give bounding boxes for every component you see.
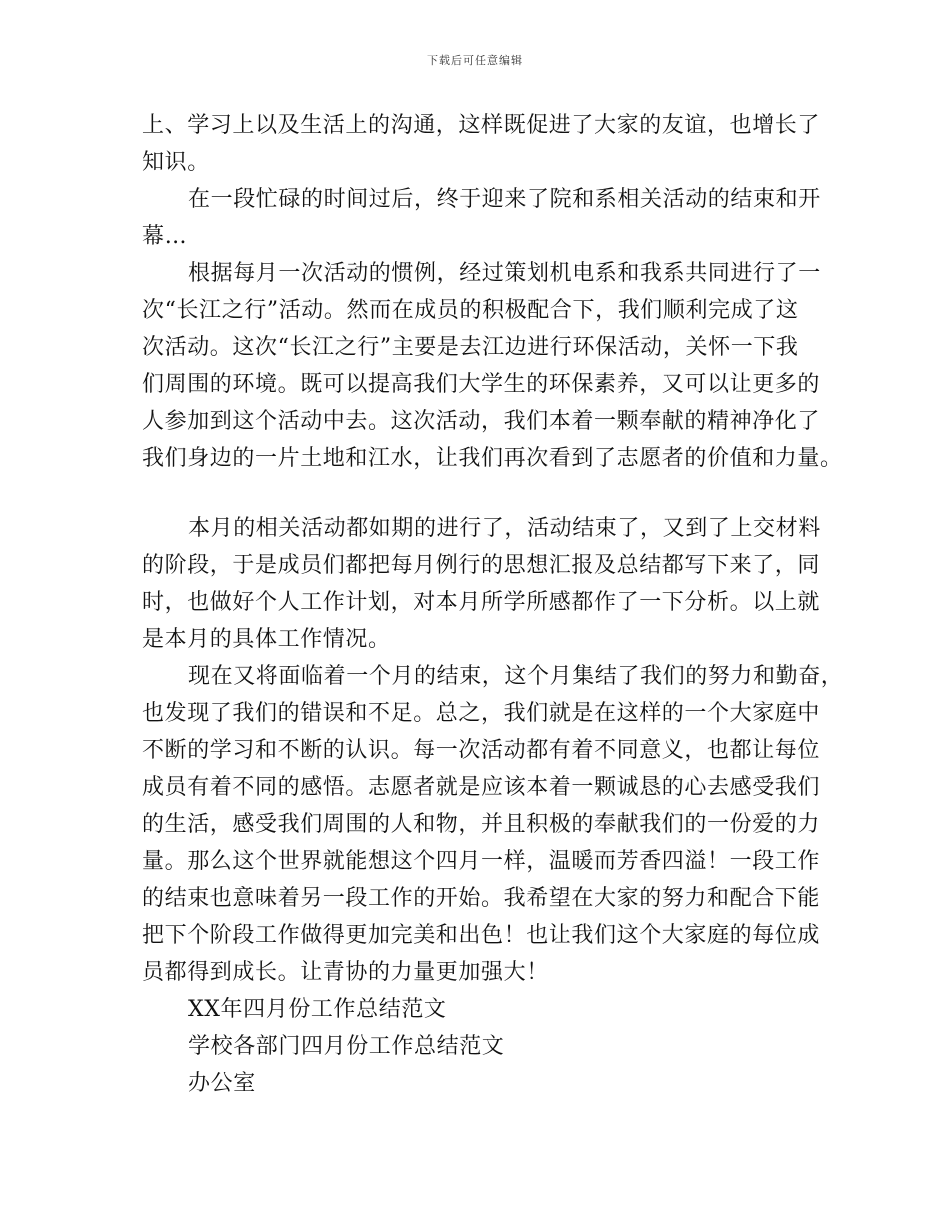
- text-line: 现在又将面临着一个月的结束，这个月集结了我们的努力和勤奋，: [188, 664, 844, 689]
- text-line: 是本月的具体工作情况。: [142, 627, 391, 652]
- text-line: 幕…: [142, 224, 188, 249]
- page-header: 下载后可任意编辑: [427, 54, 523, 67]
- text-line: 们周围的环境。既可以提高我们大学生的环保素养，又可以让更多的: [142, 372, 821, 397]
- text-line: 次“长江之行”活动。然而在成员的积极配合下，我们顺利完成了这: [142, 298, 799, 323]
- text-line: 次活动。这次“长江之行”主要是去江边进行环保活动，关怀一下我: [142, 335, 799, 360]
- text-line: 不断的学习和不断的认识。每一次活动都有着不同意义，也都让每位: [142, 738, 821, 763]
- text-line: 上、学习上以及生活上的沟通，这样既促进了大家的友谊，也增长了: [142, 113, 821, 138]
- text-line: 时，也做好个人工作计划，对本月所学所感都作了一下分析。以上就: [142, 590, 821, 615]
- text-line: 的结束也意味着另一段工作的开始。我希望在大家的努力和配合下能: [142, 886, 821, 911]
- text-line: 成员有着不同的感悟。志愿者就是应该本着一颗诚恳的心去感受我们: [142, 775, 821, 800]
- text-line: 根据每月一次活动的惯例，经过策划机电系和我系共同进行了一: [188, 261, 821, 286]
- text-line: 把下个阶段工作做得更加完美和出色！也让我们这个大家庭的每位成: [142, 923, 821, 948]
- text-line: 量。那么这个世界就能想这个四月一样，温暖而芳香四溢！一段工作: [142, 849, 821, 874]
- text-line: 员都得到成长。让青协的力量更加强大！: [142, 960, 549, 985]
- text-line: 办公室: [188, 1071, 256, 1096]
- text-line: 也发现了我们的错误和不足。总之，我们就是在这样的一个大家庭中: [142, 701, 821, 726]
- text-line: 人参加到这个活动中去。这次活动，我们本着一颗奉献的精神净化了: [142, 409, 821, 434]
- text-line: 知识。: [142, 150, 210, 175]
- text-line: 学校各部门四月份工作总结范文: [188, 1034, 505, 1059]
- text-line: 的生活，感受我们周围的人和物，并且积极的奉献我们的一份爱的力: [142, 812, 821, 837]
- text-line: 的阶段，于是成员们都把每月例行的思想汇报及总结都写下来了，同: [142, 553, 821, 578]
- text-line: 在一段忙碌的时间过后，终于迎来了院和系相关活动的结束和开: [188, 187, 821, 212]
- text-line: 本月的相关活动都如期的进行了，活动结束了，又到了上交材料: [188, 516, 821, 541]
- text-line: 我们身边的一片土地和江水，让我们再次看到了志愿者的价值和力量。: [142, 446, 843, 471]
- text-line: XX年四月份工作总结范文: [188, 997, 447, 1022]
